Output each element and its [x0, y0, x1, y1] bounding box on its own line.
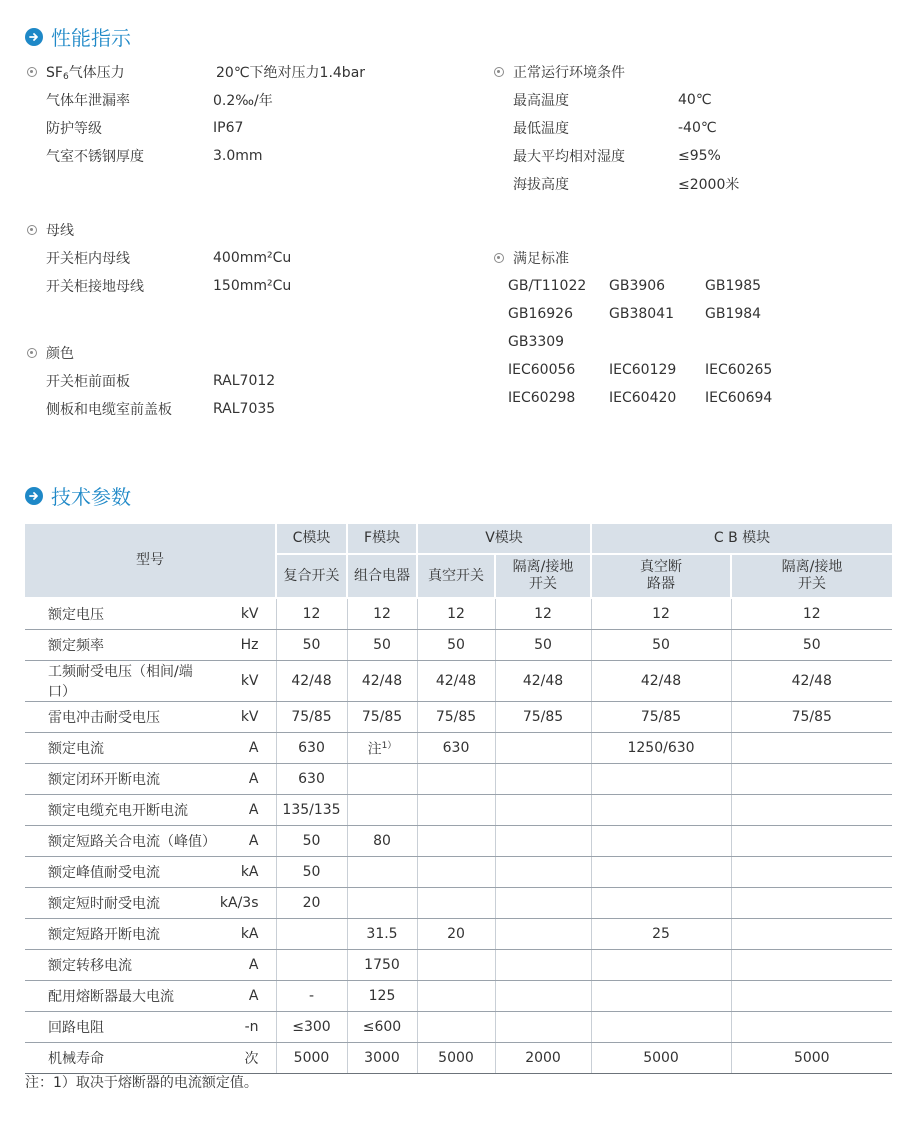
table-cell	[731, 888, 892, 919]
table-cell: ≤600	[347, 1012, 417, 1043]
parameter-name: 额定短时耐受电流	[25, 888, 210, 919]
busbar-block	[25, 216, 291, 300]
color-title: 颜色	[25, 339, 275, 367]
table-row	[25, 598, 892, 630]
table-row	[25, 733, 892, 764]
circle-bullet-icon	[494, 67, 504, 77]
group-header: C模块	[276, 524, 347, 554]
table-cell: 50	[276, 826, 347, 857]
sub-header: 组合电器	[347, 554, 417, 598]
table-cell: 12	[417, 598, 495, 630]
table-cell	[495, 981, 591, 1012]
parameter-unit: -n	[210, 1012, 276, 1043]
footnote: 注：1）取决于熔断器的电流额定值。	[25, 1075, 258, 1091]
table-cell: 630	[417, 733, 495, 764]
table-cell: 50	[495, 630, 591, 661]
table-row	[25, 857, 892, 888]
parameter-name: 机械寿命	[25, 1043, 210, 1074]
table-cell	[591, 888, 731, 919]
table-cell	[495, 950, 591, 981]
table-row	[25, 795, 892, 826]
circle-bullet-icon	[27, 67, 37, 77]
spec-row: 海拔高度 ≤2000米	[513, 177, 740, 193]
parameter-unit: kA	[210, 919, 276, 950]
standard-item: IEC60056	[508, 362, 576, 378]
table-cell	[417, 795, 495, 826]
table-cell: 42/48	[347, 661, 417, 702]
table-cell	[731, 764, 892, 795]
table-cell	[495, 795, 591, 826]
table-cell: 5000	[591, 1043, 731, 1074]
parameter-name: 额定频率	[25, 630, 210, 661]
parameter-name: 回路电阻	[25, 1012, 210, 1043]
parameter-name: 额定峰值耐受电流	[25, 857, 210, 888]
spec-row: 侧板和电缆室前盖板 RAL7035	[46, 401, 276, 418]
table-row	[25, 630, 892, 661]
table-cell	[495, 857, 591, 888]
table-cell: 1750	[347, 950, 417, 981]
standard-item: GB1985	[705, 278, 762, 294]
standard-item: IEC60420	[609, 390, 677, 406]
spec-row: 最高温度 40℃	[513, 92, 712, 109]
table-cell	[276, 950, 347, 981]
table-cell	[417, 950, 495, 981]
parameter-unit: kA/3s	[210, 888, 276, 919]
arrow-right-icon	[25, 487, 43, 505]
circle-bullet-icon	[27, 348, 37, 358]
table-row	[25, 981, 892, 1012]
table-cell: 75/85	[347, 702, 417, 733]
parameter-unit: kV	[210, 598, 276, 630]
table-row	[25, 1012, 892, 1043]
spec-row: 开关柜前面板 RAL7012	[46, 373, 276, 390]
table-cell: 42/48	[731, 661, 892, 702]
table-cell	[347, 857, 417, 888]
table-cell: 75/85	[495, 702, 591, 733]
table-cell: 75/85	[731, 702, 892, 733]
spec-row: 最低温度 -40℃	[513, 120, 717, 137]
parameter-unit: kV	[210, 702, 276, 733]
table-row	[25, 764, 892, 795]
table-cell: 12	[347, 598, 417, 630]
standard-item: IEC60298	[508, 390, 576, 406]
table-cell: 630	[276, 733, 347, 764]
table-cell	[417, 764, 495, 795]
table-cell	[347, 888, 417, 919]
table-cell	[495, 826, 591, 857]
table-row	[25, 661, 892, 702]
table-cell	[347, 764, 417, 795]
table-cell: 5000	[731, 1043, 892, 1074]
table-cell: 20	[417, 919, 495, 950]
section-title-text: 性能指示	[51, 26, 131, 50]
table-cell: 630	[276, 764, 347, 795]
standard-item: GB1984	[705, 306, 762, 322]
parameters-table	[25, 524, 892, 1074]
table-cell	[591, 857, 731, 888]
parameter-name: 额定闭环开断电流	[25, 764, 210, 795]
sub-header: 真空开关	[417, 554, 495, 598]
color-block	[25, 339, 275, 423]
table-cell	[731, 981, 892, 1012]
standard-item: GB3906	[609, 278, 666, 294]
table-cell: 5000	[276, 1043, 347, 1074]
parameter-name: 工频耐受电压（相间/端口）	[25, 661, 210, 702]
environment-title: 正常运行环境条件	[492, 58, 739, 86]
parameter-unit: A	[210, 764, 276, 795]
table-cell: 75/85	[417, 702, 495, 733]
table-cell	[495, 888, 591, 919]
table-cell: 125	[347, 981, 417, 1012]
table-cell	[591, 764, 731, 795]
table-cell: 42/48	[591, 661, 731, 702]
table-cell	[495, 919, 591, 950]
table-cell: 50	[276, 857, 347, 888]
table-cell	[731, 950, 892, 981]
table-cell: 135/135	[276, 795, 347, 826]
table-cell: 12	[731, 598, 892, 630]
table-cell: 31.5	[347, 919, 417, 950]
model-header: 型号	[25, 524, 276, 598]
standard-item: GB38041	[609, 306, 674, 322]
table-row	[25, 826, 892, 857]
standard-item: IEC60265	[705, 362, 773, 378]
table-cell	[731, 857, 892, 888]
group-header: F模块	[347, 524, 417, 554]
table-row	[25, 1043, 892, 1074]
table-cell	[731, 733, 892, 764]
table-cell: 注$^{1)}$	[347, 733, 417, 764]
standard-item: GB16926	[508, 306, 573, 322]
table-cell	[347, 795, 417, 826]
table-cell: 2000	[495, 1043, 591, 1074]
table-cell	[495, 1012, 591, 1043]
parameter-name: 雷电冲击耐受电压	[25, 702, 210, 733]
gas-spec-block	[25, 58, 365, 170]
table-cell: 50	[731, 630, 892, 661]
table-row	[25, 950, 892, 981]
parameter-name: 额定电缆充电开断电流	[25, 795, 210, 826]
parameter-name: 额定电流	[25, 733, 210, 764]
parameter-unit: A	[210, 981, 276, 1012]
parameter-unit: A	[210, 795, 276, 826]
table-cell: 3000	[347, 1043, 417, 1074]
sub-header: 复合开关	[276, 554, 347, 598]
section-title-parameters	[25, 481, 131, 510]
parameter-unit: kA	[210, 857, 276, 888]
parameter-unit: Hz	[210, 630, 276, 661]
table-cell: 50	[347, 630, 417, 661]
environment-block	[492, 58, 739, 198]
table-cell	[591, 981, 731, 1012]
table-cell	[417, 826, 495, 857]
table-cell: 20	[276, 888, 347, 919]
arrow-right-icon	[25, 28, 43, 46]
table-cell	[731, 919, 892, 950]
table-cell	[591, 950, 731, 981]
table-cell: 12	[495, 598, 591, 630]
parameter-unit: A	[210, 733, 276, 764]
standards-title: 满足标准	[492, 244, 805, 272]
circle-bullet-icon	[494, 253, 504, 263]
spec-row: 开关柜内母线 400mm²Cu	[46, 250, 292, 267]
standard-item: IEC60694	[705, 390, 773, 406]
table-cell	[731, 1012, 892, 1043]
parameter-unit: 次	[210, 1043, 276, 1074]
table-cell: 50	[276, 630, 347, 661]
table-cell	[731, 826, 892, 857]
table-cell: 75/85	[276, 702, 347, 733]
gas-pressure-label: $SF_6$气体压力	[46, 65, 125, 82]
group-header: V模块	[417, 524, 591, 554]
standards-list	[492, 272, 805, 412]
parameter-unit: kV	[210, 661, 276, 702]
spec-row: 最大平均相对湿度 ≤95%	[513, 148, 721, 165]
standard-item: IEC60129	[609, 362, 677, 378]
table-cell: ≤300	[276, 1012, 347, 1043]
sub-header: 隔离/接地 开关	[731, 554, 892, 598]
standard-item	[609, 328, 705, 356]
table-cell: 5000	[417, 1043, 495, 1074]
table-cell	[417, 1012, 495, 1043]
parameter-name: 额定短路关合电流（峰值）	[25, 826, 210, 857]
section-title-text: 技术参数	[51, 485, 131, 509]
table-cell: 12	[591, 598, 731, 630]
table-cell: 42/48	[276, 661, 347, 702]
table-cell	[591, 1012, 731, 1043]
circle-bullet-icon	[27, 225, 37, 235]
table-cell	[276, 919, 347, 950]
parameter-name: 配用熔断器最大电流	[25, 981, 210, 1012]
table-cell: 1250/630	[591, 733, 731, 764]
parameter-unit: A	[210, 826, 276, 857]
spec-row: 开关柜接地母线 150mm²Cu	[46, 278, 292, 295]
table-row	[25, 702, 892, 733]
standard-item: GB/T11022	[508, 278, 587, 294]
table-cell	[591, 795, 731, 826]
table-cell	[417, 857, 495, 888]
spec-row: 气室不锈钢厚度 3.0mm	[46, 148, 263, 165]
table-cell	[731, 795, 892, 826]
table-cell	[495, 764, 591, 795]
table-cell: 42/48	[495, 661, 591, 702]
table-row	[25, 919, 892, 950]
parameter-name: 额定电压	[25, 598, 210, 630]
table-cell: -	[276, 981, 347, 1012]
table-cell	[417, 888, 495, 919]
standard-item	[705, 328, 805, 356]
sub-header: 隔离/接地 开关	[495, 554, 591, 598]
table-cell	[495, 733, 591, 764]
table-cell: 50	[417, 630, 495, 661]
table-cell	[417, 981, 495, 1012]
spec-row: 防护等级 IP67	[46, 120, 244, 137]
section-title-performance	[25, 22, 131, 51]
spec-row: 气体年泄漏率 0.2‰/年	[46, 93, 273, 109]
gas-pressure-row	[25, 58, 365, 86]
standards-block	[492, 244, 805, 412]
table-cell: 75/85	[591, 702, 731, 733]
table-cell: 25	[591, 919, 731, 950]
sub-header: 真空断 路器	[591, 554, 731, 598]
table-cell: 80	[347, 826, 417, 857]
table-cell: 50	[591, 630, 731, 661]
standard-item: GB3309	[508, 334, 565, 350]
parameter-name: 额定转移电流	[25, 950, 210, 981]
parameters-table-body	[25, 598, 892, 1074]
table-cell: 12	[276, 598, 347, 630]
table-cell: 42/48	[417, 661, 495, 702]
gas-pressure-value: 20℃下绝对压力1.4bar	[216, 65, 366, 81]
table-cell	[591, 826, 731, 857]
table-row	[25, 888, 892, 919]
parameter-unit: A	[210, 950, 276, 981]
group-header: C B 模块	[591, 524, 892, 554]
busbar-title: 母线	[25, 216, 291, 244]
parameter-name: 额定短路开断电流	[25, 919, 210, 950]
